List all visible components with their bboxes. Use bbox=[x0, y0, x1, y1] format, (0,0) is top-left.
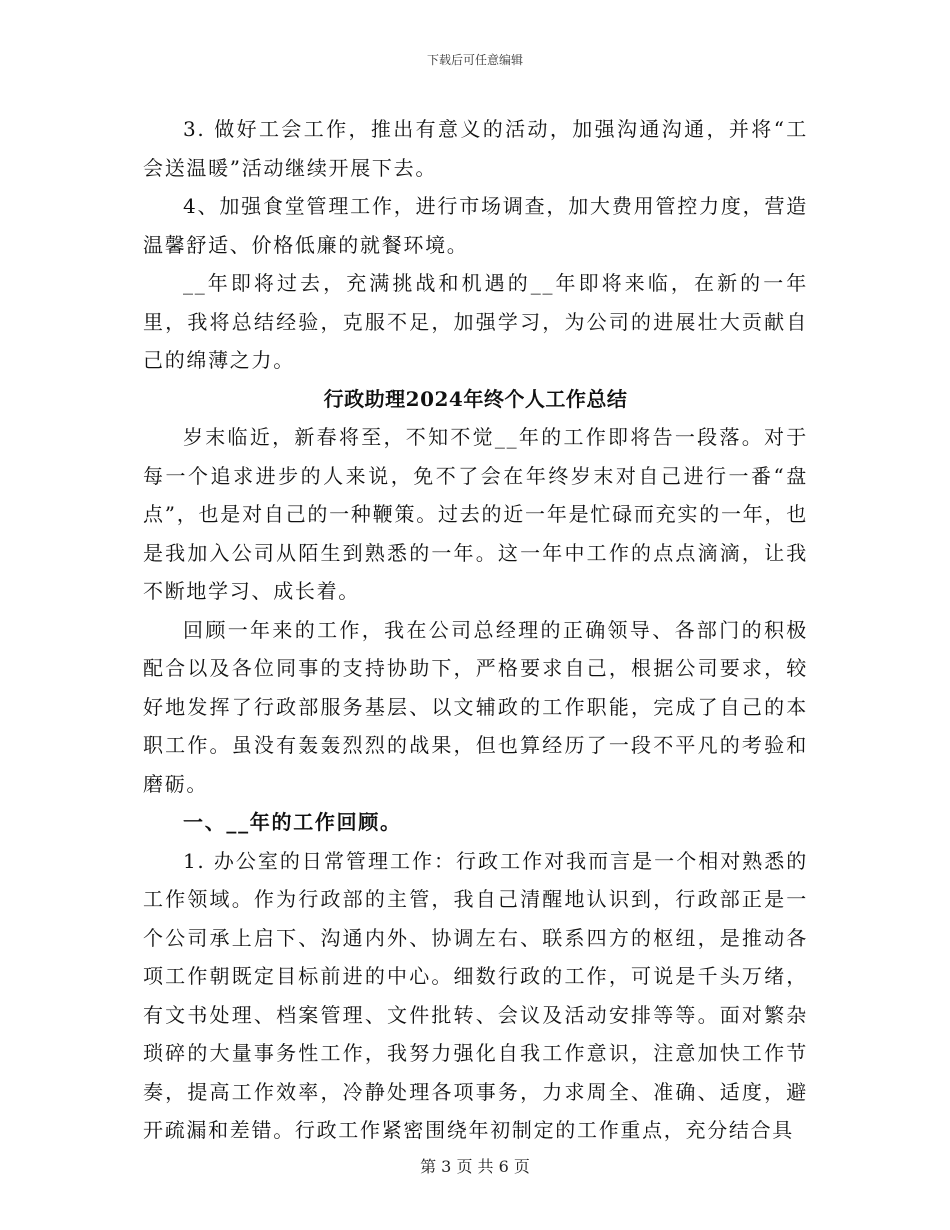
paragraph-year-closing: __年即将过去，充满挑战和机遇的__年即将来临，在新的一年里，我将总结经验，克服不足，加强学习，为公司的进展壮大贡献自己的绵薄之力。 bbox=[143, 271, 808, 372]
paragraph-office-management: 1. 办公室的日常管理工作：行政工作对我而言是一个相对熟悉的工作领域。作为行政部的主管，我自己清醒地认识到，行政部正是一个公司承上启下、沟通内外、协调左右、联系四方的枢纽，是推动各项工作朝既定目标前进的中心。细数行政的工作，可说是千头万绪，有文书处理、档案管理、文件批转、会议及活动安排等等。面对繁杂琐碎的大量事务性工作，我努力强化自我工作意识，注意加快工作节奏，提高工作效率，冷静处理各项事务，力求周全、准确、适度，避开疏漏和差错。行政工作紧密围绕年初制定的工作重点，充分结合具 bbox=[143, 848, 808, 1142]
document-body bbox=[143, 110, 808, 1150]
page-number: 第 3 页 共 6 页 bbox=[420, 1157, 530, 1176]
document-title: 行政助理2024年终个人工作总结 bbox=[323, 386, 628, 411]
paragraph-review: 回顾一年来的工作，我在公司总经理的正确领导、各部门的积极配合以及各位同事的支持协助下，严格要求自己，根据公司要求，较好地发挥了行政部服务基层、以文辅政的工作职能，完成了自己的本职工作。虽没有轰轰烈烈的战果，但也算经历了一段不平凡的考验和磨砺。 bbox=[143, 617, 808, 796]
page-header-note: 下载后可任意编辑 bbox=[426, 53, 523, 67]
section-heading: 一、__年的工作回顾。 bbox=[183, 810, 402, 834]
paragraph-intro: 岁末临近，新春将至，不知不觉__年的工作即将告一段落。对于每一个追求进步的人来说，免不了会在年终岁末对自己进行一番“盘点”，也是对自己的一种鞭策。过去的近一年是忙碌而充实的一年，也是我加入公司从陌生到熟悉的一年。这一年中工作的点点滴滴，让我不断地学习、成长着。 bbox=[143, 425, 808, 603]
paragraph-canteen-management: 4、加强食堂管理工作，进行市场调查，加大费用管控力度，营造温馨舒适、价格低廉的就餐环境。 bbox=[143, 194, 808, 257]
paragraph-union-work: 3. 做好工会工作，推出有意义的活动，加强沟通沟通，并将“工会送温暖”活动继续开展下去。 bbox=[143, 117, 808, 180]
